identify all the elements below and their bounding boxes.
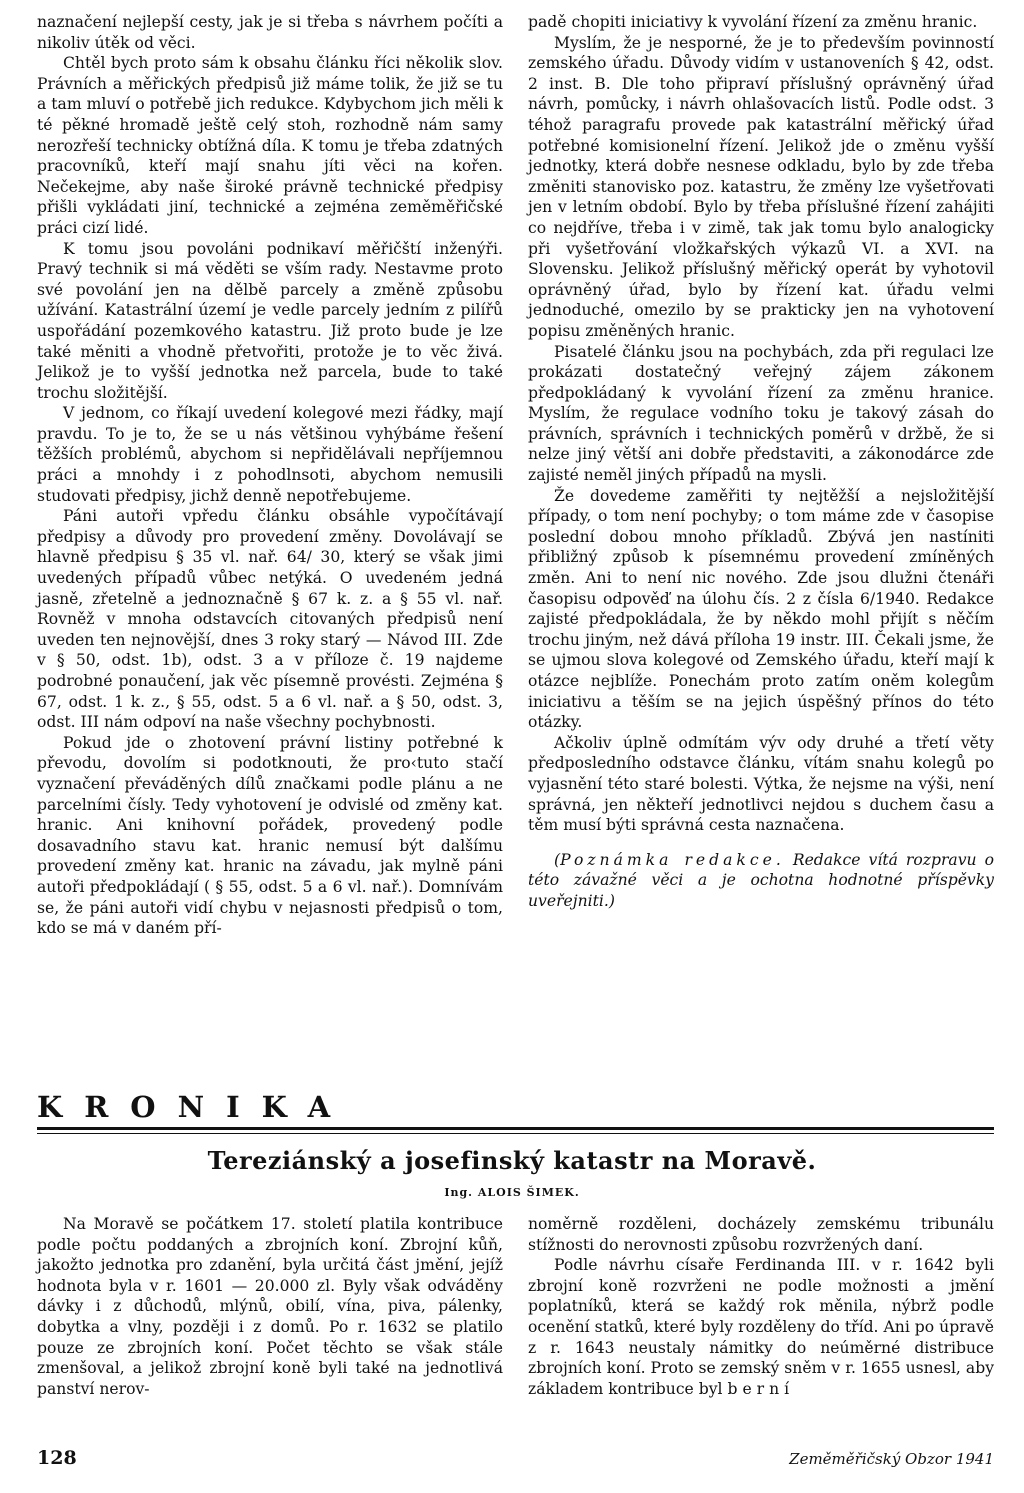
- paragraph: noměrně rozděleni, docházely zemskému tribunálu stížnosti do nerovnosti způsobu rozvržených daní.: [528, 1215, 994, 1254]
- paragraph: [528, 1255, 994, 1399]
- text-column-left: [37, 12, 503, 939]
- paragraph: K tomu jsou povoláni podnikaví měřičští inženýři. Pravý technik si má věděti se vším rady. Nestavme proto své povolání jen na dělbě parcely a změně způsobu užívání. Katastrální území je vedle parcely jedním z pilířů uspořádání pozemkového katastru. Již proto bude je lze také měniti a vhodně přetvořiti, protože je to věc živá. Jelikož je to vyšší jednotka než parcela, bude to také trochu složitější.: [37, 239, 503, 402]
- article-title: Tereziánský a josefinský katastr na Moravě.: [207, 1146, 817, 1175]
- paragraph: Že dovedeme zaměřiti ty nejtěžší a nejsložitější případy, o tom není pochyby; o tom máme zde v časopise poslední dobou mnoho příkladů. Zbývá jen nastíniti přibližný způsob k písemnému provedení zmíněných změn. Ani to není nic nového. Zde jsou dlužni čtenáři časopisu odpověď na úlohu čís. 2 z čísla 6/1940. Redakce zajisté předpokládala, že by někdo mohl přijít s něčím trochu jiným, než dává příloha 19 instr. III. Čekali jsme, že se ujmou slova kolegové od Zemského úřadu, kteří mají k otázce nejblíže. Ponechám proto zatím oněm kolegům iniciativu a těším se na jejich úspěšný přínos do této otázky.: [528, 486, 994, 732]
- paragraph: Chtěl bych proto sám k obsahu článku říci několik slov. Právních a měřických předpisů již máme tolik, že již se tu a tam mluví o potřebě jich redukce. Kdybychom jich měli k té pěkné hromadě ještě celý stoh, rozhodně nám samy nerozřeší technicky obtížná díla. K tomu je třeba zdatných pracovníků, kteří mají snahu jíti věci na kořen. Nečekejme, aby naše široké právně technické předpisy přišli vykládati jiní, technické a zejména zeměměřičské práci cizí lidé.: [37, 54, 503, 237]
- paragraph: Páni autoři vpředu článku obsáhle vypočítávají předpisy a důvody pro provedení změny. Dovolávají se hlavně předpisu § 35 vl. nař. 64/ 30, který se však jimi uvedených případů vůbec netýká. O uvedeném jedná jasně, zřetelně a jednoznačně § 67 k. z. a § 55 vl. nař. Rovněž v mnoha odstavcích citovaných předpisů není uveden ten nejnovější, dnes 3 roky starý — Návod III. Zde v § 50, odst. 1b), odst. 3 a v příloze č. 19 najdeme podrobné ponaučení, jak věc písemně provésti. Zejména § 67, odst. 1 k. z., § 55, odst. 5 a 6 vl. nař. a § 50, odst. 3, odst. III nám odpoví na naše všechny pochybnosti.: [37, 507, 503, 732]
- paragraph: naznačení nejlepší cesty, jak je si třeba s návrhem počíti a nikoliv útěk od věci.: [37, 13, 503, 52]
- paragraph: V jednom, co říkají uvedení kolegové mezi řádky, mají pravdu. To je to, že se u nás většinou vyhýbáme řešení těžších problémů, abychom si nepřidělávali nepříjemnou práci a mnohdy i z pohodlnsoti, abychom nemusili studovati předpisy, jichž denně nepotřebujeme.: [37, 404, 503, 505]
- journal-name: Zeměměřičský Obzor 1941: [789, 1450, 994, 1468]
- text-column-right: [528, 12, 994, 912]
- note-label: Poznámka redakce.: [560, 850, 785, 869]
- paragraph: Ačkoliv úplně odmítám výv ody druhé a třetí věty předposledního odstavce článku, vítám snahu kolegů po vyjasnění této staré bolesti. Výtka, že nejsme na výši, není správná, jen někteří jednotlivci nejdou s duchem času a těm musí býti správná cesta naznačena.: [528, 733, 994, 835]
- paragraph: Pisatelé článku jsou na pochybách, zda při regulaci lze prokázati dostatečný veřejný zájem zákonem předpokládaný k vyvolání řízení za změnu hranice. Myslím, že regulace vodního toku je takový zásah do právních, správních i technických poměrů v držbě, že si nelze jiný větší ani dobře představiti, a zákonodárce zde zajisté neměl jiných případů na mysli.: [528, 342, 994, 485]
- paragraph: Na Moravě se počátkem 17. století platila kontribuce podle počtu poddaných a zbrojních koní. Zbrojní kůň, jakožto jednotka pro zdanění, byla určitá část jmění, jejíž hodnota byla v r. 1601 — 20.000 zl. Byly však odváděny dávky i z důchodů, mlýnů, obilí, vína, piva, pálenky, dobytka a vlny, později i z domů. Po r. 1632 se platilo pouze ze zbrojních koní. Počet těchto se však stále zmenšoval, a jelikož zbrojní koně byli také na jednotlivá panství nerov-: [37, 1215, 503, 1398]
- paragraph-text: Podle návrhu císaře Ferdinanda III. v r. 1642 byli zbrojní koně rozvrženi ne podle možnosti a jmění poplatníků, která se každý rok měnila, nýbrž podle ocenění statků, které byly rozděleny do tříd. Ani po úpravě z r. 1643 neustaly námitky do neúměrné distribuce zbrojních koní. Proto se zemský sněm v r. 1655 usnesl, aby základem kontribuce byl: [528, 1256, 994, 1398]
- paragraph: padě chopiti iniciativy k vyvolání řízení za změnu hranic.: [528, 13, 978, 31]
- article-column-left: [37, 1214, 503, 1399]
- editorial-note: [528, 850, 994, 912]
- page-number: 128: [37, 1447, 77, 1469]
- section-rule-thin: [37, 1133, 994, 1134]
- section-rule-thick: [37, 1127, 994, 1130]
- article-column-right: [528, 1214, 994, 1399]
- article-byline: Ing. ALOIS ŠIMEK.: [444, 1186, 580, 1199]
- paragraph: Myslím, že je nesporné, že je to především povinností zemského úřadu. Důvody vidím v ustanoveních § 42, odst. 2 inst. B. Dle toho připraví příslušný oprávněný úřad návrh, pomůcky, i návrh ohlašovacích listů. Podle odst. 3 téhož paragrafu provede pak katastrální měřický úřad potřebné komisionelní řízení. Jelikož jde o změnu vyšší jednotky, která dobře nesnese odkladu, bylo by zde třeba změniti stanovisko poz. katastru, že změny lze vyšetřovati jen v letním období. Bylo by třeba příslušné řízení zahájiti co nejdříve, třeba i v zimě, tak jak tomu bylo analogicky při vyšetřování vložkařských výkazů VI. a XVI. na Slovensku. Jelikož příslušný měřický operát by vyhotovil oprávněný úřad, bylo by řízení kat. úřadu velmi jednoduché, omezilo by se prakticky jen na vyhotovení popisu změněných hranic.: [528, 33, 994, 340]
- section-heading: KRONIKA: [37, 1090, 353, 1124]
- spaced-word: berní: [727, 1379, 795, 1398]
- paragraph: Pokud jde o zhotovení právní listiny potřebné k převodu, dovolím si podotknouti, že pro‹tuto stačí vyznačení převáděných dílů značkami podle plánu a ne parcelními čísly. Tedy vyhotovení je odvislé od změny kat. hranic. Ani knihovní pořádek, provedený podle dosavadního stavu kat. hranic nemusí být dalšímu provedení změny kat. hranic na závadu, jak mylně páni autoři předpokládají ( § 55, odst. 5 a 6 vl. nař.). Domnívám se, že páni autoři vidí chybu v nejasnosti předpisů o tom, kdo se má v daném pří-: [37, 733, 503, 938]
- note-open: (: [554, 850, 561, 869]
- note-text: Redakce vítá rozpravu o této závažné věci a je ochotna hodnotné příspěvky uveřejniti.): [528, 850, 994, 910]
